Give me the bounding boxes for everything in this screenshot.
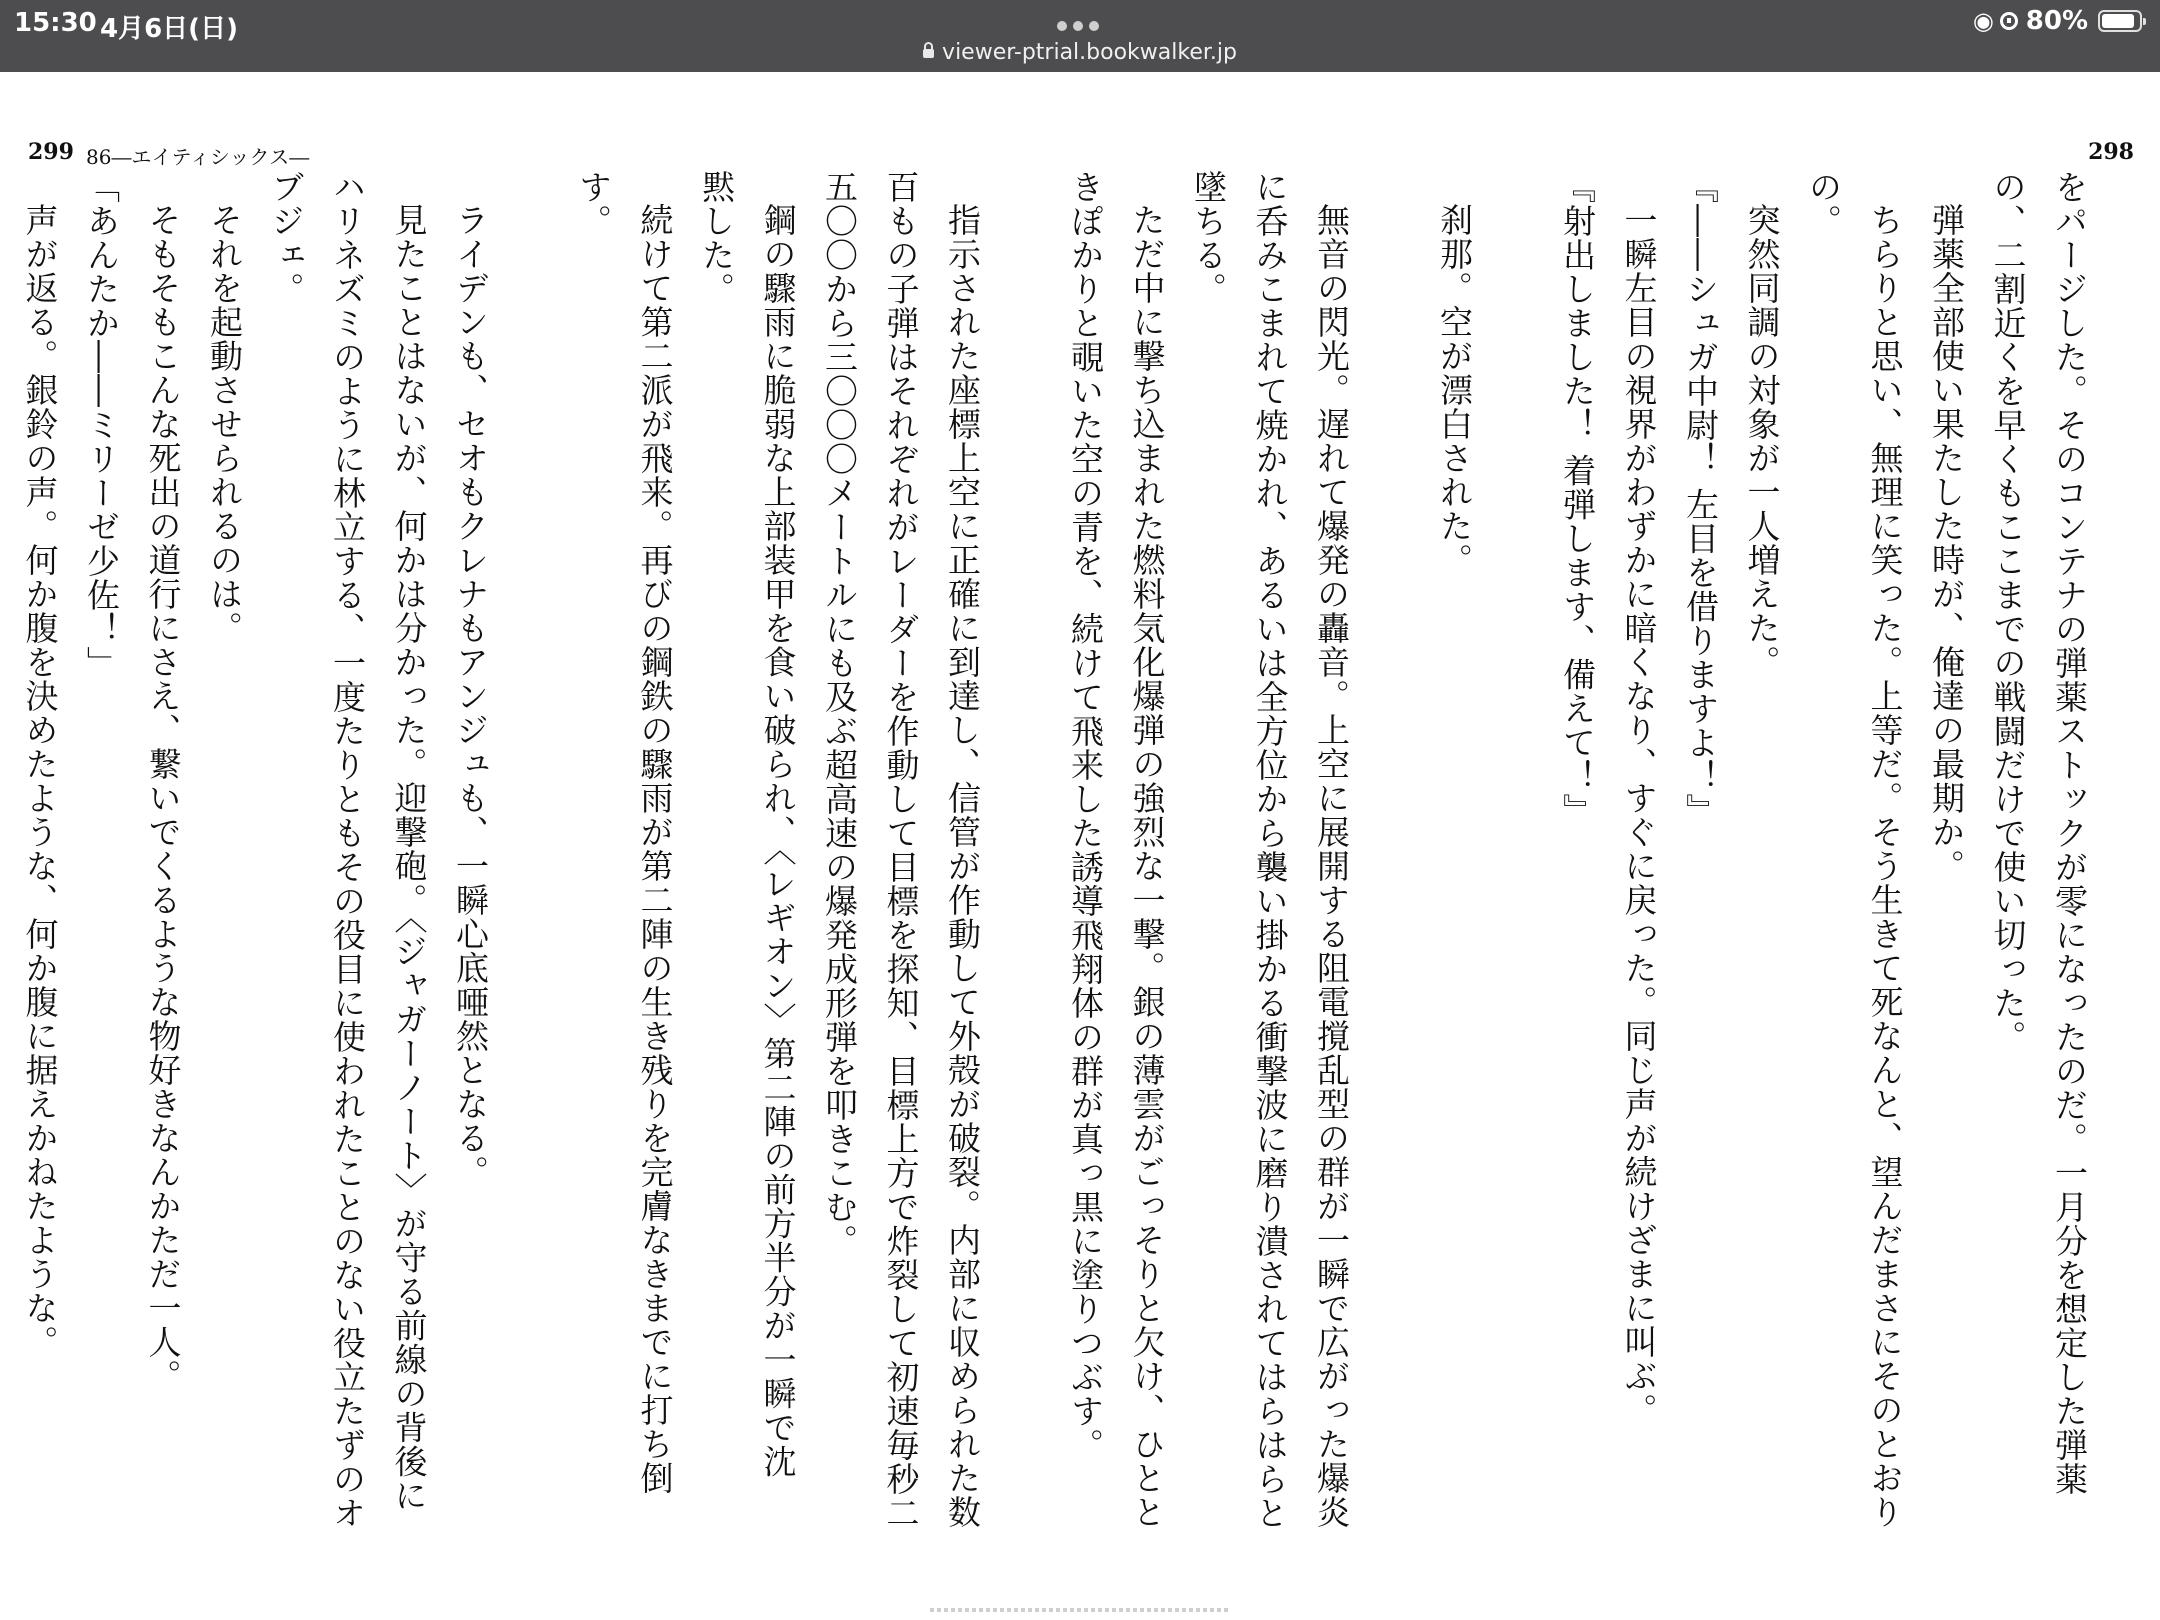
left-page-number: 299 [28,139,74,165]
text-line: 五〇〇から三〇〇〇メートルにも及ぶ超高速の爆発成形弾を叩きこむ。 [820,170,859,1258]
status-time: 15:30 [14,8,97,38]
text-line: 指示された座標上空に正確に到達し、信管が作動して外殻が破裂。内部に収められた数 [943,203,982,1529]
multitasking-dots-icon[interactable] [1057,16,1105,35]
text-line: 墜ちる。 [1189,170,1228,306]
status-indicators [1973,6,2142,36]
text-line: ライデンも、セオもクレナもアンジュも、一瞬心底唖然となる。 [451,203,490,1189]
battery-icon [2098,10,2142,32]
status-date: 4月6日(日) [100,14,238,44]
text-line: 『射出しました！ 着弾します、備えて！』 [1558,170,1597,828]
blank-line [501,170,563,1550]
url-text: viewer-ptrial.bookwalker.jp [942,40,1237,65]
text-line: 鋼の驟雨に脆弱な上部装甲を食い破られ、〈レギオン〉第二陣の前方半分が一瞬で沈 [758,203,798,1479]
text-line: をパージした。そのコンテナの弾薬ストックが零になったのだ。一月分を想定した弾薬 [2050,170,2089,1496]
text-line: 『――シュガ中尉！ 左目を借りますよ！』 [1681,170,1720,828]
blank-line [1485,170,1547,1550]
text-line: 声が返る。銀鈴の声。何か腹を決めたような、何か腹に据えかねたような。 [20,203,60,1359]
lock-icon [923,49,934,58]
home-indicator[interactable] [930,1608,1230,1612]
text-line: 弾薬全部使い果たした時が、俺達の最期か。 [1927,203,1966,883]
text-line: の、二割近くを早くもここまでの戦闘だけで使い切った。 [1988,170,2028,1054]
text-line: 見たことはないが、何かは分かった。迎撃砲。〈ジャガーノート〉が守る前線の背後に [389,203,429,1513]
text-line: ブジェ。 [266,170,306,306]
text-line: 刹那。空が漂白された。 [1435,203,1474,577]
text-line: 突然同調の対象が一人増えた。 [1742,203,1782,679]
text-line: 百もの子弾はそれぞれがレーダーを作動して目標を探知、目標上方で炸裂して初速毎秒二 [881,170,921,1530]
status-bar [0,0,2160,72]
text-line: ただ中に撃ち込まれた燃料気化爆弾の強烈な一撃。銀の薄雲がごっそりと欠け、ひとと [1127,203,1167,1529]
orientation-lock-icon [2000,12,2018,30]
battery-percentage: 80% [2025,6,2088,36]
right-page-number: 298 [2088,139,2134,165]
text-line: 無音の閃光。遅れて爆発の轟音。上空に展開する阻電撹乱型の群が一瞬で広がった爆炎 [1312,203,1351,1529]
text-line [0,170,9,1550]
text-line: ハリネズミのように林立する、一度たりともその役目に使われたことのない役立たずのオ [328,170,367,1530]
text-line: に呑みこまれて焼かれ、あるいは全方位から襲い掛かる衝撃波に磨り潰されてはらはらと [1250,170,1290,1530]
text-line: そもそもこんな死出の道行にさえ、繋いでくるような物好きなんかただ一人。 [143,203,183,1393]
vertical-text-body [20,170,2100,1550]
left-book-title: 86―エイティシックス― [86,145,310,169]
wifi-icon: ◉ [1972,7,1994,35]
blank-line [1362,170,1424,1550]
text-line: す。 [574,170,613,238]
text-line: 黙した。 [697,170,736,306]
text-line: きぽかりと覗いた空の青を、続けて飛来した誘導飛翔体の群が真っ黒に塗りつぶす。 [1066,170,1105,1462]
text-line: それを起動させられるのは。 [205,203,244,645]
text-line: 一瞬左目の視界がわずかに暗くなり、すぐに戻った。同じ声が続けざまに叫ぶ。 [1619,203,1659,1427]
text-line: 続けて第二派が飛来。再びの鋼鉄の驟雨が第二陣の生き残りを完膚なきまでに打ち倒 [635,203,675,1495]
text-line: の。 [1804,170,1843,238]
text-line: 「あんたか――ミリーゼ少佐！」 [82,170,121,680]
text-line: ちらりと思い、無理に笑った。上等だ。そう生きて死なんと、望んだまさにそのとおり [1865,203,1905,1529]
address-bar[interactable] [0,40,2160,65]
blank-line [993,170,1055,1550]
